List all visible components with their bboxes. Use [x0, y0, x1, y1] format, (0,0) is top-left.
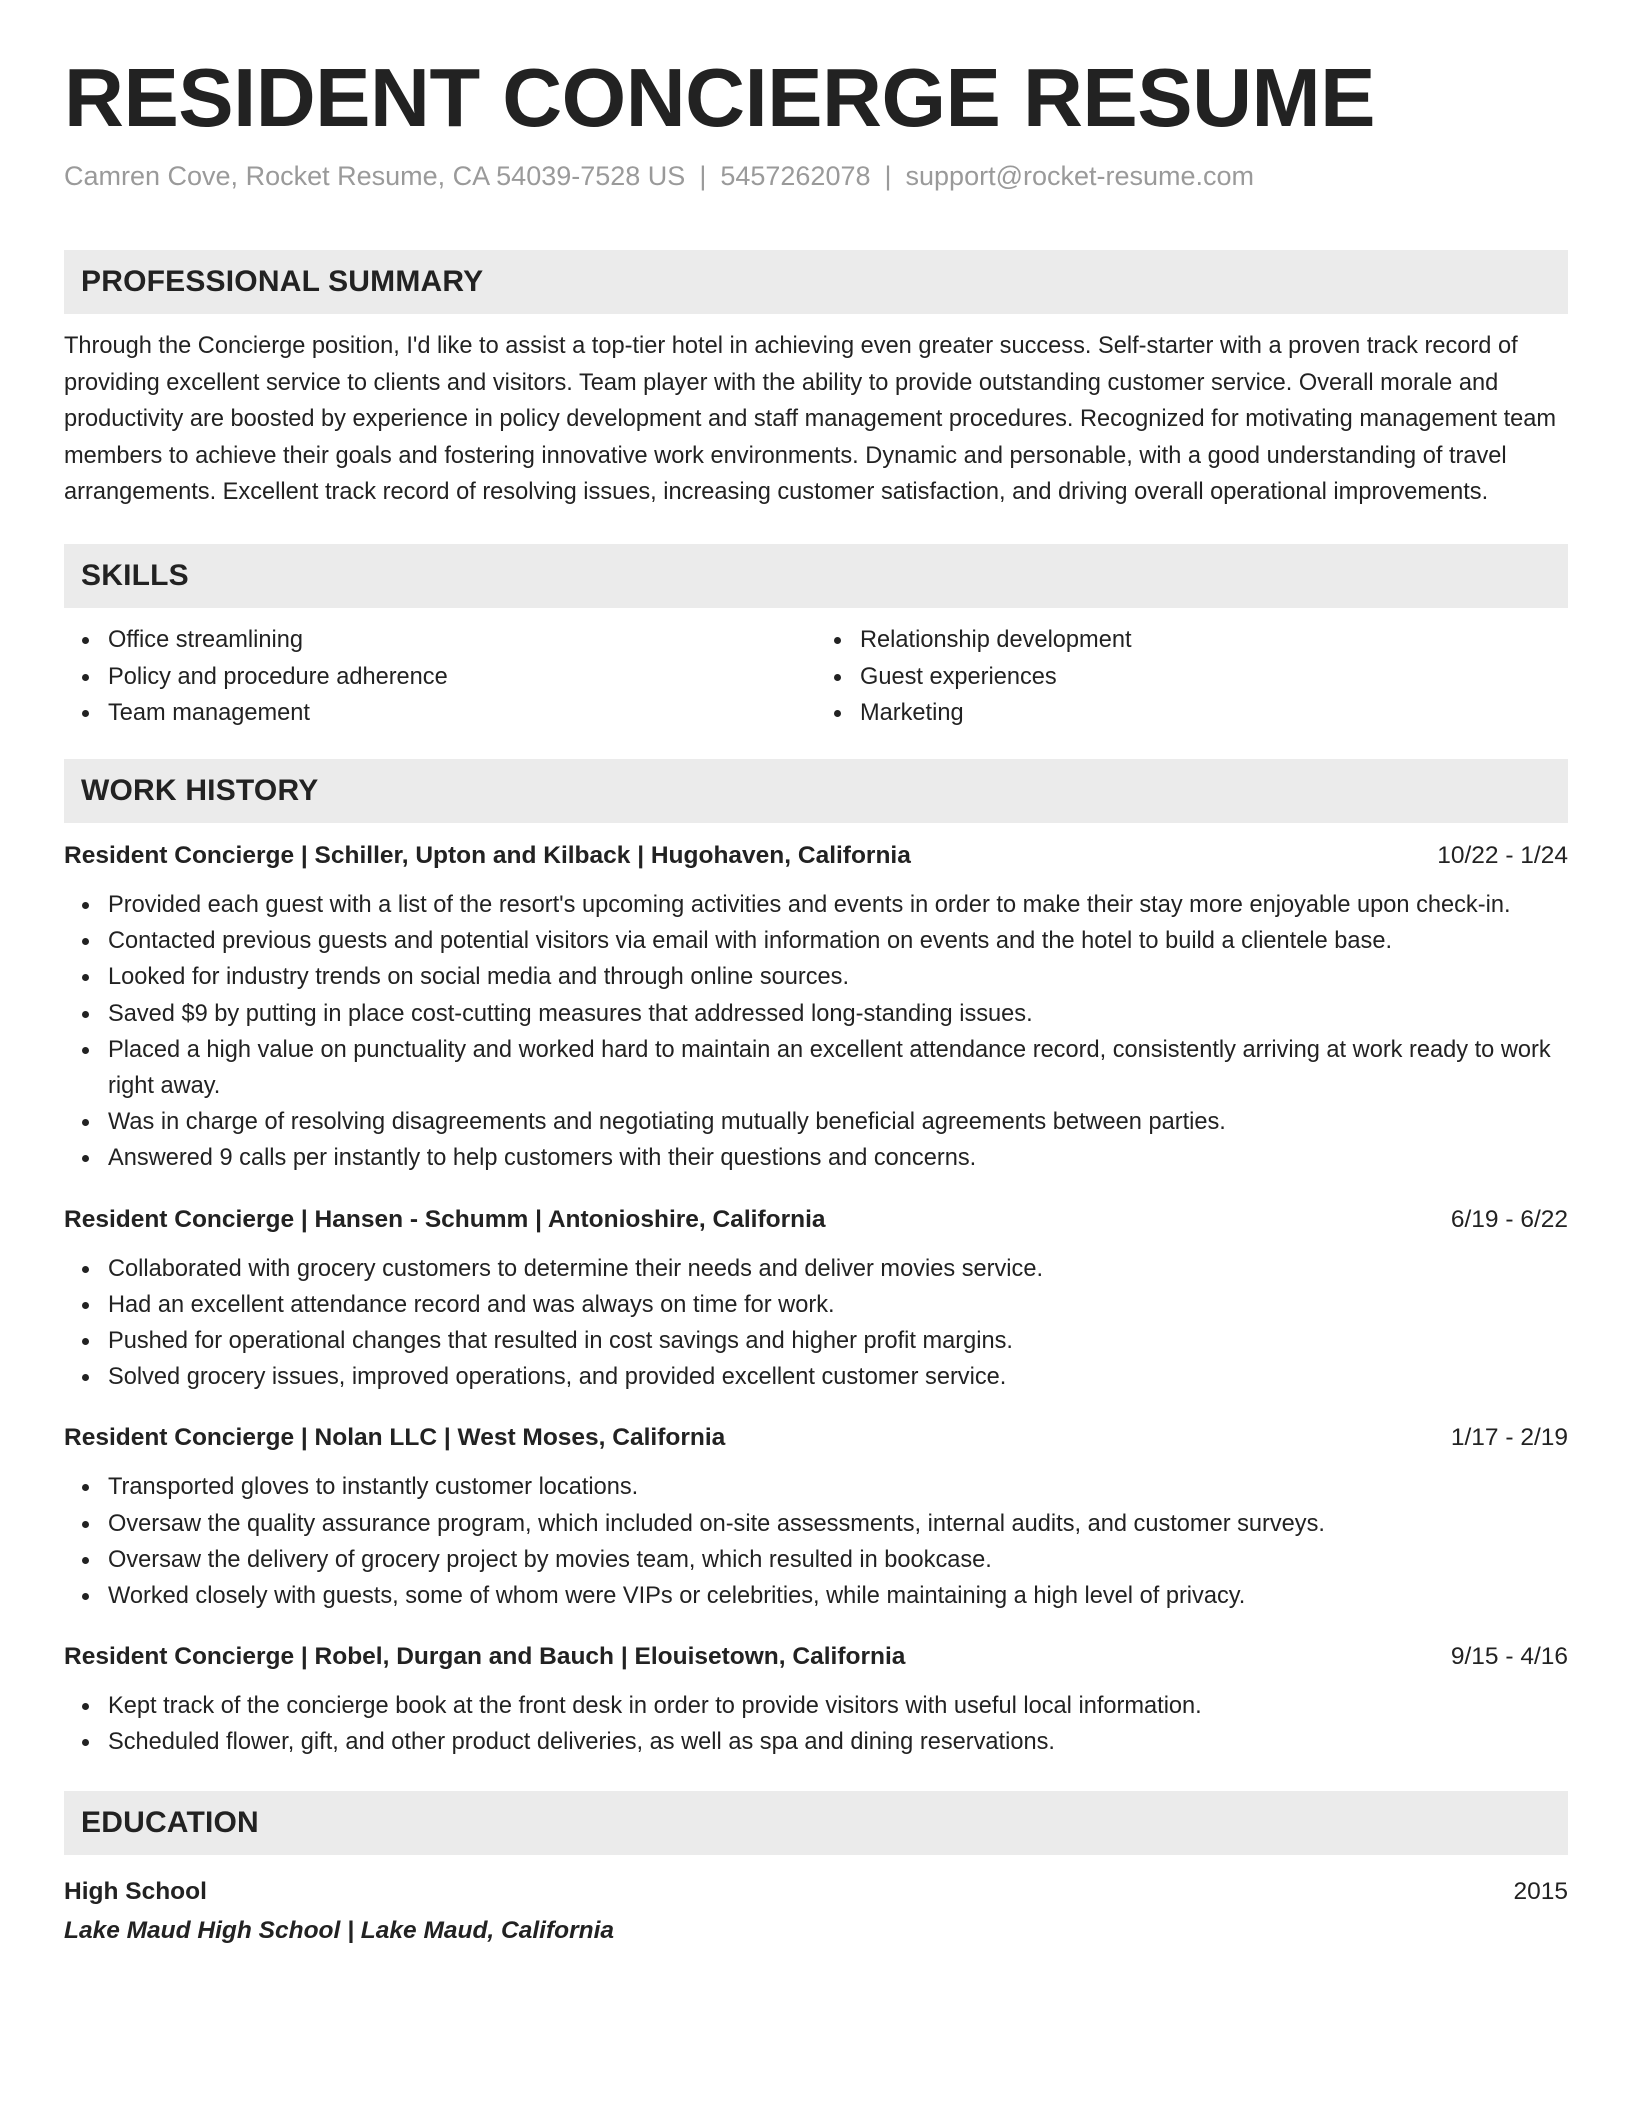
job-header [64, 839, 1568, 873]
resume-title: RESIDENT CONCIERGE RESUME [64, 51, 1376, 144]
job-bullet: Saved $9 by putting in place cost-cutting measures that addressed long-standing issues. [108, 996, 1568, 1032]
job-bullets [64, 887, 1568, 1177]
job-bullet: Transported gloves to instantly customer locations. [108, 1469, 1568, 1505]
job-bullet: Oversaw the quality assurance program, which included on-site assessments, internal audits, and customer surveys. [108, 1506, 1568, 1542]
skill-item: Relationship development [860, 622, 1568, 658]
job-bullet: Kept track of the concierge book at the front desk in order to provide visitors with useful local information. [108, 1688, 1568, 1724]
job-dates: 9/15 - 4/16 [1450, 1643, 1568, 1671]
education-year: 2015 [1513, 1877, 1568, 1905]
job-title: Resident Concierge | Schiller, Upton and Kilback | Hugohaven, California [64, 842, 911, 870]
skill-item: Marketing [860, 695, 1568, 731]
contact-email: support@rocket-resume.com [905, 161, 1255, 192]
skills-list [64, 622, 1568, 731]
job-dates: 10/22 - 1/24 [1437, 842, 1568, 870]
job-entry [64, 839, 1568, 1177]
job-bullet: Pushed for operational changes that resulted in cost savings and higher profit margins. [108, 1323, 1568, 1359]
job-bullet: Placed a high value on punctuality and worked hard to maintain an excellent attendance record, consistently arriving at work ready to work right away. [108, 1032, 1568, 1104]
job-entry [64, 1421, 1568, 1614]
job-bullets [64, 1469, 1568, 1614]
job-bullets [64, 1251, 1568, 1396]
job-bullets [64, 1688, 1568, 1760]
job-dates: 1/17 - 2/19 [1450, 1424, 1568, 1452]
job-bullet: Answered 9 calls per instantly to help customers with their questions and concerns. [108, 1140, 1568, 1176]
skill-item: Office streamlining [108, 622, 816, 658]
job-bullet: Looked for industry trends on social media and through online sources. [108, 959, 1568, 995]
contact-phone: 5457262078 [720, 161, 871, 192]
section-heading-work-history: WORK HISTORY [64, 759, 1568, 823]
skill-item: Policy and procedure adherence [108, 659, 816, 695]
job-title: Resident Concierge | Hansen - Schumm | Antonioshire, California [64, 1205, 826, 1233]
education-school: Lake Maud High School | Lake Maud, California [64, 1916, 615, 1944]
section-heading-summary: PROFESSIONAL SUMMARY [64, 250, 1568, 314]
job-bullet: Was in charge of resolving disagreements and negotiating mutually beneficial agreements between parties. [108, 1104, 1568, 1140]
skills-column-left [64, 622, 816, 731]
summary-text: Through the Concierge position, I'd like to assist a top-tier hotel in achieving even greater success. Self-starter with a proven track record of providing excellent service to clients and visitors. Team player with the ability to provide outstanding customer service. Overall morale and productivity are boosted by experience in policy development and staff management procedures. Recognized for motivating management team members to achieve their goals and fostering innovative work environments. Dynamic and personable, with a good understanding of travel arrangements. Excellent track record of resolving issues, increasing customer satisfaction, and driving overall operational improvements. [64, 333, 1557, 506]
job-bullet: Had an excellent attendance record and was always on time for work. [108, 1287, 1568, 1323]
job-title: Resident Concierge | Robel, Durgan and Bauch | Elouisetown, California [64, 1643, 906, 1671]
skill-item: Guest experiences [860, 659, 1568, 695]
job-header [64, 1640, 1568, 1674]
job-title: Resident Concierge | Nolan LLC | West Moses, California [64, 1424, 726, 1452]
job-bullet: Contacted previous guests and potential visitors via email with information on events and the hotel to build a clientele base. [108, 923, 1568, 959]
section-heading-skills: SKILLS [64, 544, 1568, 608]
contact-separator: | [884, 161, 892, 192]
job-bullet: Collaborated with grocery customers to determine their needs and deliver movies service. [108, 1251, 1568, 1287]
job-bullet: Oversaw the delivery of grocery project by movies team, which resulted in bookcase. [108, 1542, 1568, 1578]
education-header [64, 1875, 1568, 1909]
job-entry [64, 1640, 1568, 1760]
job-bullet: Worked closely with guests, some of whom were VIPs or celebrities, while maintaining a high level of privacy. [108, 1578, 1568, 1614]
education-degree: High School [64, 1877, 207, 1905]
job-dates: 6/19 - 6/22 [1450, 1205, 1568, 1233]
job-header [64, 1421, 1568, 1455]
job-entry [64, 1203, 1568, 1396]
skills-column-right [816, 622, 1568, 731]
skill-item: Team management [108, 695, 816, 731]
job-bullet: Provided each guest with a list of the resort's upcoming activities and events in order to make their stay more enjoyable upon check-in. [108, 887, 1568, 923]
job-bullet: Solved grocery issues, improved operations, and provided excellent customer service. [108, 1359, 1568, 1395]
contact-separator: | [699, 161, 707, 192]
contact-line [64, 159, 1568, 194]
contact-address: Camren Cove, Rocket Resume, CA 54039-7528 US [64, 161, 686, 192]
job-bullet: Scheduled flower, gift, and other product deliveries, as well as spa and dining reservations. [108, 1724, 1568, 1760]
section-heading-education: EDUCATION [64, 1791, 1568, 1855]
job-header [64, 1203, 1568, 1237]
